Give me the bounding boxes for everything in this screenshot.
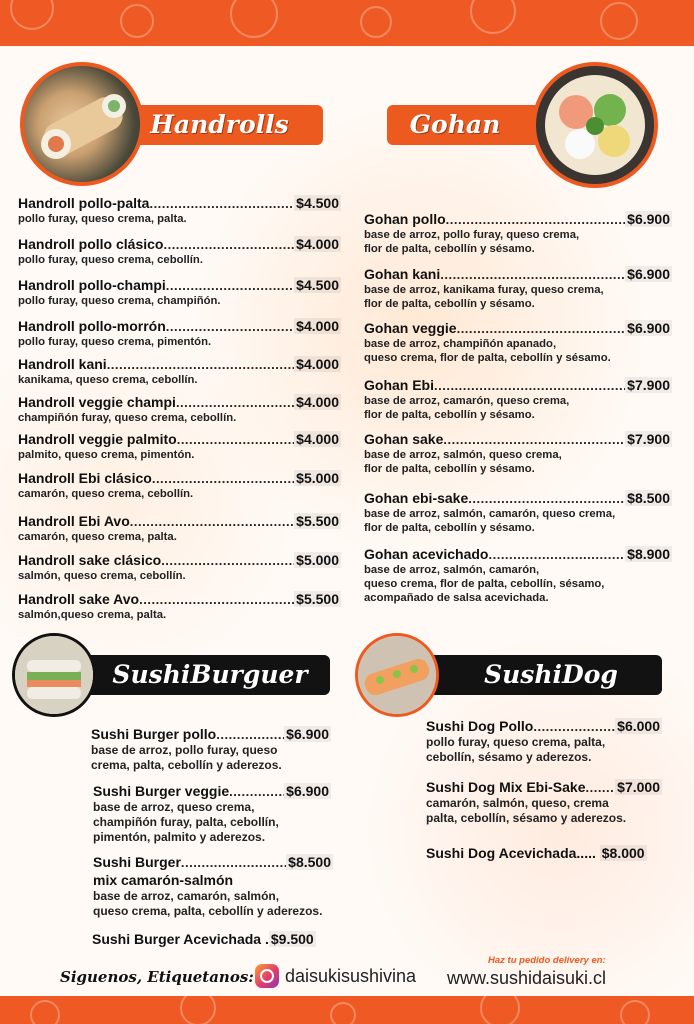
dot-leader — [488, 547, 625, 562]
item-description: flor de palta, cebollín y sésamo. — [364, 409, 535, 421]
menu-item — [93, 783, 331, 845]
item-price: $7.000 — [617, 779, 660, 795]
menu-item — [18, 470, 341, 501]
item-description: flor de palta, cebollín y sésamo. — [364, 243, 535, 255]
item-description: cebollín, sésamo y aderezos. — [426, 750, 592, 764]
item-name: Sushi Dog Mix Ebi-Sake — [426, 779, 586, 795]
item-description: base de arroz, kanikama furay, queso crema, — [364, 284, 604, 296]
item-name: Handroll pollo-morrón — [18, 318, 166, 334]
item-price: $4.000 — [296, 394, 339, 410]
item-description: base de arroz, pollo furay, queso crema, — [364, 229, 580, 241]
item-price: $6.000 — [617, 718, 660, 734]
item-price: $6.900 — [627, 320, 670, 336]
item-name: Sushi Burger — [93, 854, 181, 870]
item-price: $8.900 — [627, 546, 670, 562]
item-description: base de arroz, salmón, queso crema, — [364, 449, 562, 461]
item-name: Sushi Burger Acevichada — [92, 931, 262, 947]
item-description: kanikama, queso crema, cebollín. — [18, 374, 198, 386]
item-description: crema, palta, cebollín y aderezos. — [91, 758, 282, 772]
item-name: Gohan veggie — [364, 320, 457, 336]
item-description: base de arroz, camarón, queso crema, — [364, 395, 570, 407]
item-price: $4.000 — [296, 356, 339, 372]
item-name: Gohan ebi-sake — [364, 490, 469, 506]
menu-item: Sushi Burger Acevichada . $9.500 — [92, 931, 314, 947]
item-price: $6.900 — [286, 783, 329, 799]
menu-item — [18, 552, 341, 583]
item-description: flor de palta, cebollín y sésamo. — [364, 463, 535, 475]
instagram-icon[interactable] — [255, 964, 279, 988]
sushiburger-photo — [12, 633, 96, 717]
item-name: Sushi Dog Pollo — [426, 718, 534, 734]
item-description: flor de palta, cebollín y sésamo. — [364, 522, 535, 534]
item-price: $6.900 — [286, 726, 329, 742]
item-price: $8.000 — [601, 845, 645, 861]
item-description: champiñón furay, queso crema, cebollín. — [18, 412, 237, 424]
menu-item — [18, 394, 341, 425]
item-name: Sushi Burger veggie — [93, 783, 230, 799]
follow-label: Siguenos, Etiquetanos: — [60, 968, 254, 986]
item-description: champiñón furay, palta, cebollín, — [93, 815, 279, 829]
gohan-photo — [532, 62, 658, 188]
gohan-header: Gohan — [387, 105, 553, 145]
item-price: $8.500 — [288, 854, 331, 870]
item-price: $9.500 — [270, 931, 314, 947]
item-description: camarón, queso crema, palta. — [18, 531, 177, 543]
menu-item — [18, 195, 341, 226]
menu-item: Sushi Dog Acevichada ..... $8.000 — [426, 845, 645, 861]
dot-leader — [434, 378, 625, 393]
item-description: base de arroz, salmón, camarón, queso crema, — [364, 508, 616, 520]
dot-leader — [139, 592, 294, 607]
dot-leader — [216, 727, 284, 742]
menu-item — [18, 277, 341, 308]
item-name: Handroll veggie champi — [18, 394, 176, 410]
item-price: $8.500 — [627, 490, 670, 506]
item-description: camarón, salmón, queso, crema — [426, 796, 609, 810]
item-name: Handroll sake clásico — [18, 552, 162, 568]
item-name: Sushi Burger pollo — [91, 726, 217, 742]
item-price: $5.000 — [296, 470, 339, 486]
item-price: $7.900 — [627, 377, 670, 393]
item-name: Handroll pollo clásico — [18, 236, 164, 252]
item-description: salmón,queso crema, palta. — [18, 609, 167, 621]
dot-leader — [107, 357, 294, 372]
footer — [60, 955, 640, 993]
item-description: pimentón, palmito y aderezos. — [93, 830, 266, 844]
delivery-label: Haz tu pedido delivery en: — [488, 955, 606, 966]
dot-leader — [166, 319, 294, 334]
dot-leader — [149, 196, 294, 211]
instagram-handle[interactable]: daisukisushivina — [285, 966, 417, 986]
menu-item — [18, 318, 341, 349]
item-name: Handroll pollo-palta — [18, 195, 150, 211]
item-description: base de arroz, pollo furay, queso — [91, 743, 278, 757]
menu-item — [18, 513, 341, 544]
item-name: Handroll pollo-champi — [18, 277, 166, 293]
item-description: pollo furay, queso crema, champiñón. — [18, 295, 221, 307]
dot-leader — [533, 719, 615, 734]
menu-item — [364, 490, 672, 535]
website-link[interactable]: www.sushidaisuki.cl — [447, 968, 607, 988]
item-price: $5.500 — [296, 591, 339, 607]
item-price: $6.900 — [627, 211, 670, 227]
item-name: Handroll veggie palmito — [18, 431, 177, 447]
dot-leader — [166, 278, 294, 293]
menu-item — [18, 431, 341, 462]
menu-item — [18, 236, 341, 267]
bottom-decorative-band — [0, 996, 694, 1024]
menu-item — [364, 431, 672, 476]
item-description: pollo furay, queso crema, palta. — [18, 213, 187, 225]
item-price: $4.000 — [296, 431, 339, 447]
item-price: $6.900 — [627, 266, 670, 282]
item-price: $4.500 — [296, 277, 339, 293]
item-name: Gohan Ebi — [364, 377, 434, 393]
menu-item — [364, 320, 672, 365]
dot-leader — [443, 432, 625, 447]
menu-item — [18, 356, 341, 387]
sushidog-photo — [355, 633, 439, 717]
item-description: pollo furay, queso crema, palta, — [426, 735, 606, 749]
sushiburguer-header: SushiBurguer — [60, 655, 330, 695]
dot-leader — [176, 395, 294, 410]
dot-leader — [585, 780, 615, 795]
item-description: camarón, queso crema, cebollín. — [18, 488, 194, 500]
item-description: queso crema, flor de palta, cebollín y sésamo. — [364, 352, 611, 364]
item-name: Handroll kani — [18, 356, 107, 372]
item-description: palmito, queso crema, pimentón. — [18, 449, 195, 461]
item-description: base de arroz, champiñón apanado, — [364, 338, 557, 350]
menu-item — [18, 591, 341, 622]
item-description: pollo furay, queso crema, cebollín. — [18, 254, 203, 266]
menu-item — [364, 546, 672, 605]
menu-item — [364, 211, 672, 256]
handroll-photo — [20, 62, 144, 186]
item-description: base de arroz, salmón, camarón, — [364, 564, 540, 576]
dot-leader — [161, 553, 294, 568]
item-description: acompañado de salsa acevichada. — [364, 592, 549, 604]
item-price: $4.000 — [296, 236, 339, 252]
item-description: queso crema, flor de palta, cebollín, sésamo, — [364, 578, 605, 590]
dot-leader — [229, 784, 284, 799]
menu-item — [93, 854, 333, 919]
item-name: Gohan pollo — [364, 211, 446, 227]
item-price: $4.500 — [296, 195, 339, 211]
item-price: $4.000 — [296, 318, 339, 334]
item-subtitle: mix camarón-salmón — [93, 872, 234, 888]
item-description: queso crema, palta, cebollín y aderezos. — [93, 904, 323, 918]
item-price: $5.500 — [296, 513, 339, 529]
item-price: $7.900 — [627, 431, 670, 447]
menu-item — [364, 266, 672, 311]
menu-item — [426, 779, 662, 826]
item-description: palta, cebollín, sésamo y aderezos. — [426, 811, 627, 825]
item-name: Gohan sake — [364, 431, 444, 447]
item-description: pollo furay, queso crema, pimentón. — [18, 336, 212, 348]
item-name: Gohan kani — [364, 266, 441, 282]
menu-item — [364, 377, 672, 422]
menu-item — [91, 726, 331, 773]
item-name: Sushi Dog Acevichada — [426, 845, 577, 861]
item-name: Gohan acevichado — [364, 546, 489, 562]
dot-leader — [163, 237, 294, 252]
dot-leader — [440, 267, 625, 282]
item-description: salmón, queso crema, cebollín. — [18, 570, 186, 582]
dot-leader — [152, 471, 294, 486]
item-description: base de arroz, camarón, salmón, — [93, 889, 280, 903]
dot-leader — [130, 514, 294, 529]
dot-leader — [446, 212, 626, 227]
item-price: $5.000 — [296, 552, 339, 568]
top-decorative-band — [0, 0, 694, 46]
item-description: base de arroz, queso crema, — [93, 800, 255, 814]
dot-leader — [177, 432, 294, 447]
item-description: flor de palta, cebollín y sésamo. — [364, 298, 535, 310]
item-name: Handroll Ebi Avo — [18, 513, 130, 529]
dot-leader — [468, 491, 625, 506]
item-name: Handroll Ebi clásico — [18, 470, 152, 486]
sushidog-header: SushiDog — [420, 655, 662, 695]
menu-item — [426, 718, 662, 765]
item-name: Handroll sake Avo — [18, 591, 140, 607]
handrolls-header: Handrolls — [96, 105, 323, 145]
dot-leader — [457, 321, 626, 336]
dot-leader — [181, 855, 286, 870]
